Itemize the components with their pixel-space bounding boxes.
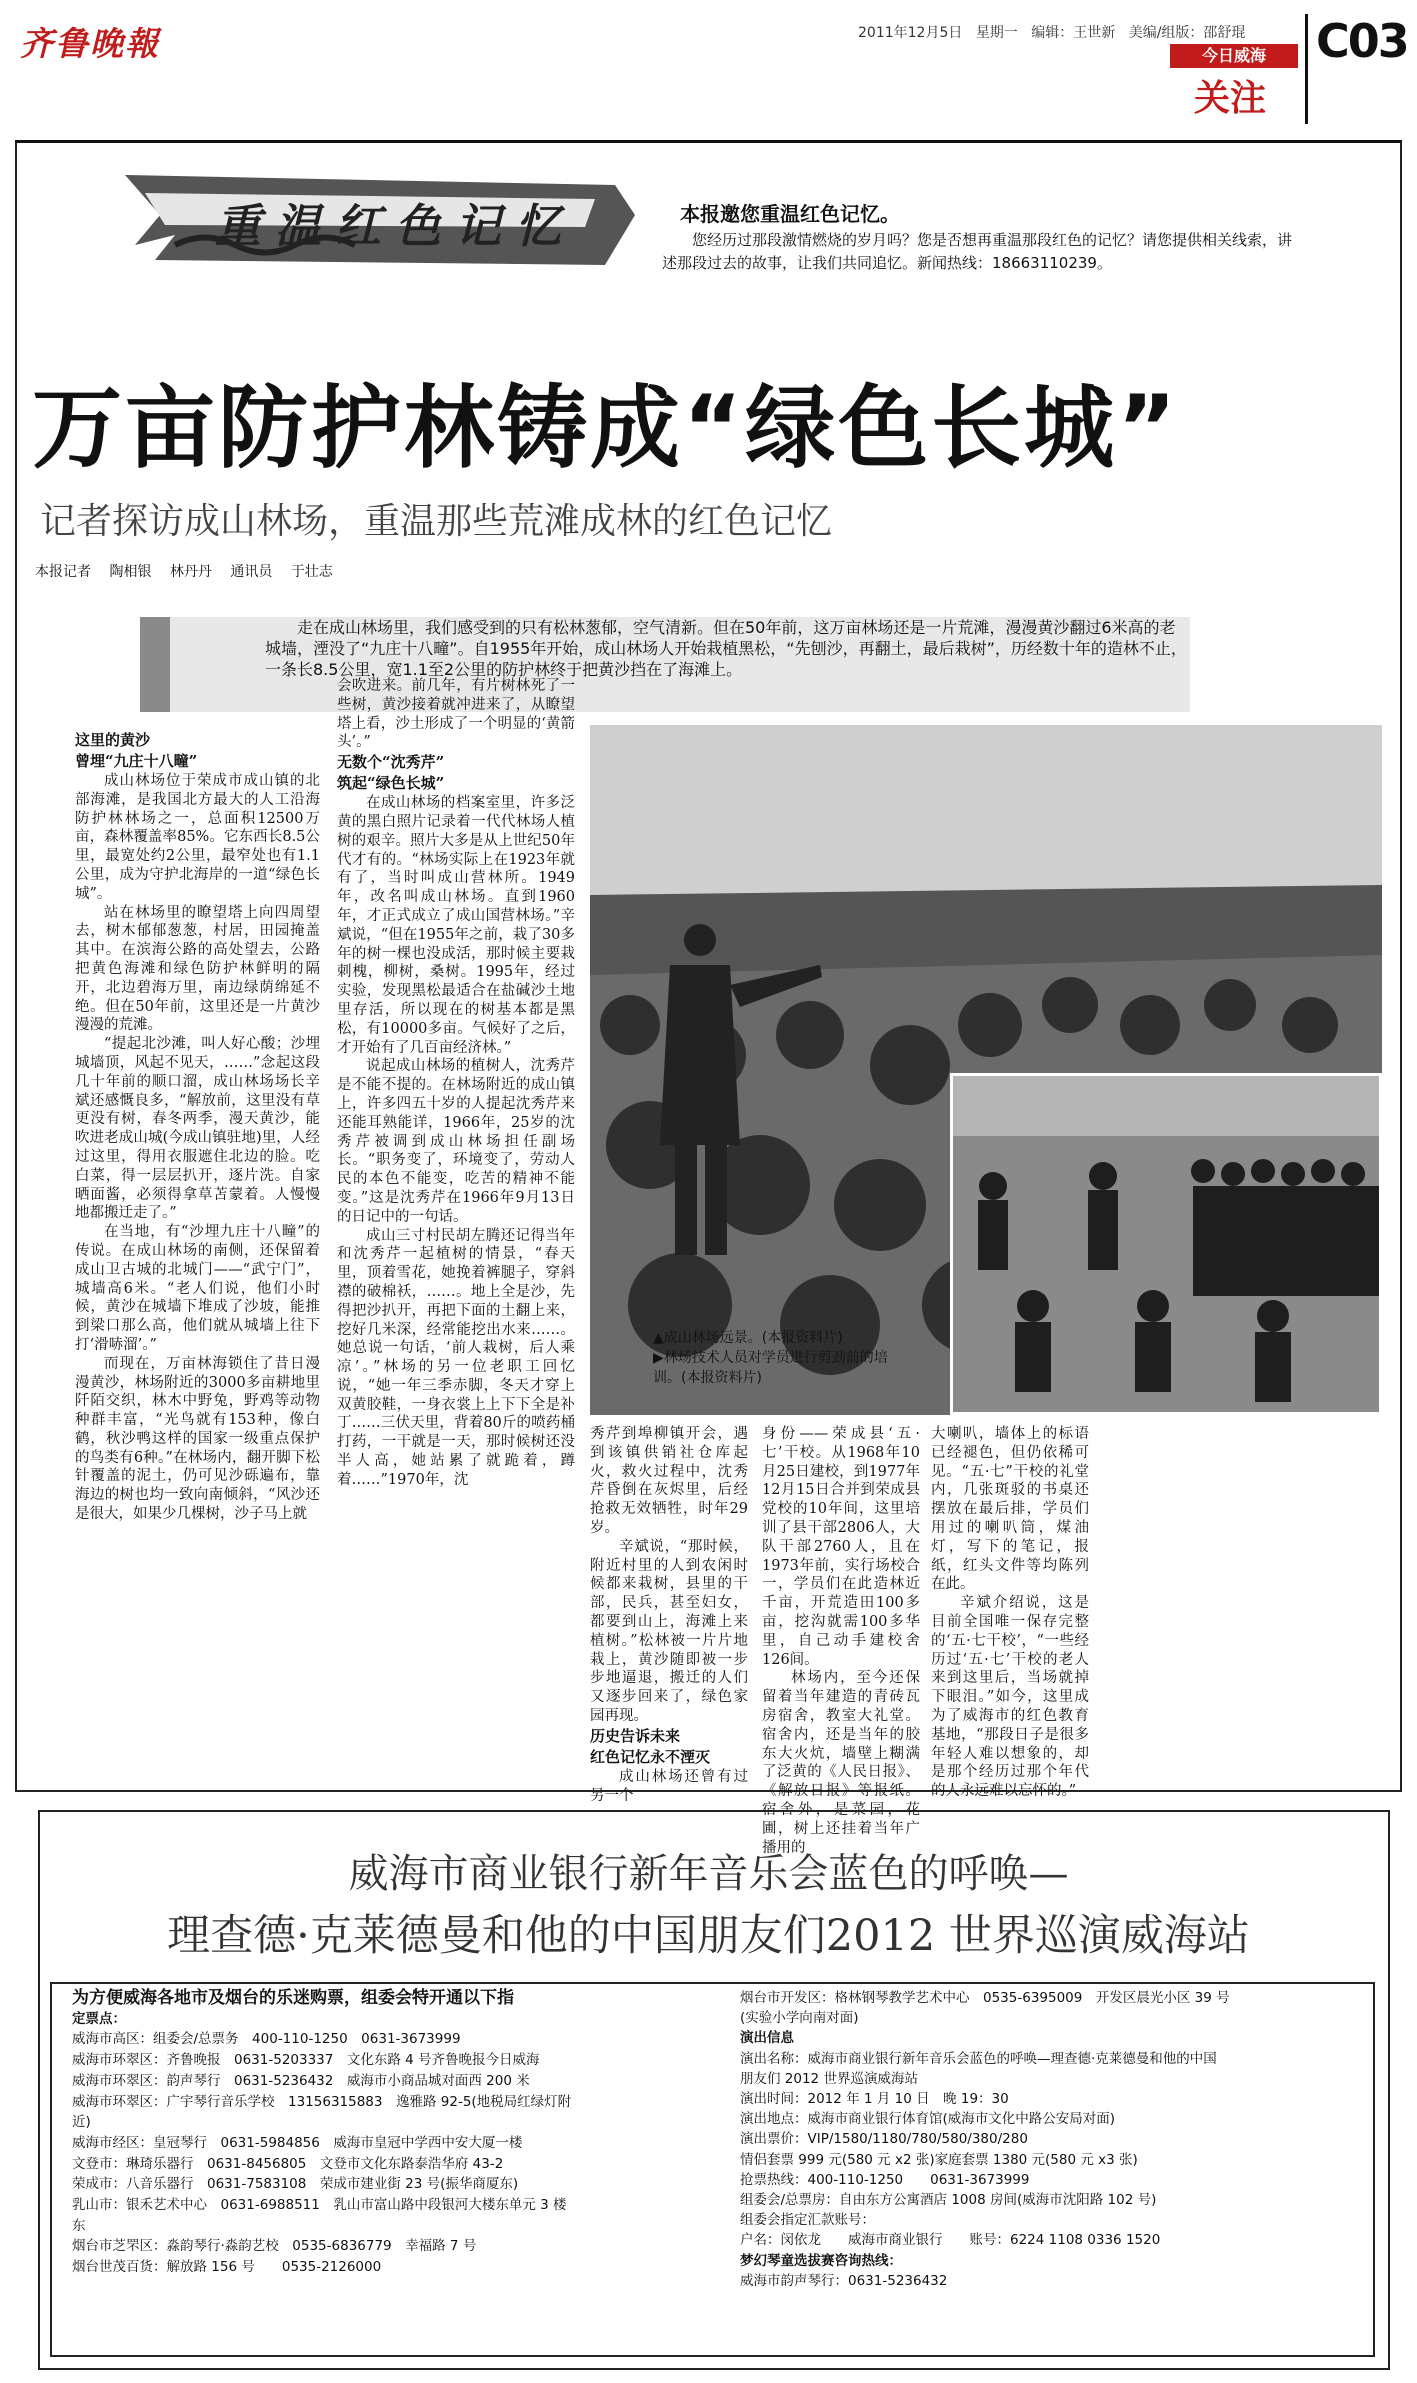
- column-subhead: 红色记忆永不湮灭: [590, 1747, 711, 1766]
- invite-body: 您经历过那段激情燃烧的岁月吗？您是否想再重温那段红色的记忆？请您提供相关线索，讲述那段过去的故事，让我们共同追忆。新闻热线：18663110239。: [662, 231, 1293, 272]
- column-paragraph: 林场内，至今还保留着当年建造的青砖瓦房宿舍，教室大礼堂。宿舍内，还是当年的胶东大火炕，墙壁上糊满了泛黄的《人民日报》、《解放日报》等报纸。宿舍外，是菜园，花圃，树上还挂着当年广播用的: [762, 1670, 920, 1856]
- editor-credit: 编辑：王世新: [1031, 25, 1116, 41]
- ad-line: 演出票价：VIP/1580/1180/780/580/380/280: [740, 2131, 1028, 2148]
- ad-line: 文登市：琳琦乐器行 0631-8456805 文登市文化东路泰浩华府 43-2: [72, 2155, 504, 2172]
- page-number: C03: [1316, 14, 1408, 68]
- header-divider: [1305, 14, 1308, 124]
- ad-line: 烟台世茂百货：解放路 156 号 0535-2126000: [72, 2259, 382, 2276]
- article-column-4: [762, 1425, 920, 1857]
- ad-title-2: 理查德·克莱德曼和他的中国朋友们2012 世界巡演威海站: [167, 1911, 1250, 1961]
- article-column-2: [337, 677, 575, 1490]
- photo-caption: [653, 1328, 898, 1388]
- column-paragraph: 辛斌说，“那时候，附近村里的人到农闲时候都来栽树，县里的干部，民兵，甚至妇女，都要到山上，海滩上来植树。”松林被一片片地栽上，黄沙随即被一步步地逼退，搬迁的人们又逐步回来了，绿色家园再现。: [590, 1538, 748, 1724]
- byline-part: 本报记者: [35, 564, 91, 580]
- ad-line: 威海市高区：组委会/总票务 400-110-1250 0631-3673999: [72, 2031, 461, 2048]
- byline-part: 于壮志: [290, 564, 333, 580]
- byline: [35, 561, 347, 581]
- column-subhead: 筑起“绿色长城”: [337, 774, 445, 793]
- ad-line: 烟台市芝罘区：淼韵琴行·淼韵艺校 0535-6836779 幸福路 7 号: [72, 2238, 477, 2255]
- column-subhead: 这里的黄沙: [75, 731, 151, 749]
- article-column-5: [931, 1425, 1089, 1801]
- lead-text: 走在成山林场里，我们感受到的只有松林葱郁，空气清新。但在50年前，这万亩林场还是一片荒滩，漫漫黄沙翻过6米高的老城墙，湮没了“九庄十八疃”。自1955年开始，成山林场人开始栽植黑松，“先刨沙，再翻土，最后栽树”，历经数十年的造林不止，一条长8.5公里，宽1.1至2公里的防护林终于把黄沙挡在了海滩上。: [265, 618, 1187, 679]
- column-paragraph: 站在林场里的瞭望塔上向四周望去，树木郁郁葱葱，村居，田园掩盖其中。在滨海公路的高处望去，公路把黄色海滩和绿色防护林鲜明的隔开，北边碧海万里，南边绿荫绵延不绝。但在50年前，这里还是一片黄沙漫漫的荒滩。: [75, 904, 320, 1034]
- ad-line: 乳山市：银禾艺术中心 0631-6988511 乳山市富山路中段银河大楼东单元 3 楼: [72, 2197, 567, 2214]
- headline: 万亩防护林铸成“绿色长城”: [32, 376, 1180, 481]
- ad-heading: 梦幻琴童选拔赛咨询热线：: [740, 2252, 902, 2269]
- byline-part: 陶相银: [109, 564, 152, 580]
- column-label: 关注: [1194, 78, 1267, 119]
- column-subhead: 无数个“沈秀芹”: [337, 753, 445, 772]
- ad-line: 组委会指定汇款账号：: [740, 2212, 875, 2229]
- column-paragraph: 成山林场位于荣成市成山镇的北部海滩，是我国北方最大的人工沿海防护林林场之一，总面积12500万亩，森林覆盖率85%。它东西长8.5公里，最宽处约2公里，最窄处也有1.1公里，成为守护北海岸的一道“绿色长城”。: [75, 773, 320, 902]
- ad-heading: 演出信息: [740, 2030, 794, 2047]
- ad-line: 近): [72, 2114, 91, 2131]
- column-paragraph: 在成山林场的档案室里，许多泛黄的黑白照片记录着一代代林场人植树的艰辛。照片大多是从上世纪50年代才有的。“林场实际上在1923年就有了，当时叫成山营林所。1949年，改名叫成山林场。直到1960年，才正式成立了成山国营林场。”辛斌说，“但在1955年之前，栽了30多年的树一棵也没成活，那时候主要栽刺槐，柳树，桑树。1995年，经过实验，发现黑松最适合在盐碱沙土地里存活，所以现在的树基本都是黑松，有10000多亩。气候好了之后，才开始有了几百亩经济林。”: [337, 795, 575, 1056]
- ad-line: 朋友们 2012 世界巡演威海站: [740, 2070, 918, 2087]
- ad-line: 情侣套票 999 元(580 元 x2 张)家庭套票 1380 元(580 元 x3 张): [740, 2151, 1138, 2168]
- byline-part: 林丹丹: [169, 564, 212, 580]
- photo-training: [950, 1073, 1382, 1415]
- ad-line: 演出时间：2012 年 1 月 10 日 晚 19：30: [740, 2091, 1009, 2108]
- ad-line: 威海市韵声琴行：0631-5236432: [740, 2272, 948, 2289]
- column-paragraph: “提起北沙滩，叫人好心酸；沙埋城墙顶，风起不见天，……”念起这段几十年前的顺口溜，成山林场场长辛斌还感慨良多，“解放前，这里没有草更没有树，春冬两季，漫天黄沙，能吹进老成山城(今成山镇驻地)里，人经过这里，得用衣服遮住北边的脸。吃白菜，得一层层扒开，逐片洗。自家晒面酱，必须得拿草苫蒙着。人慢慢地都搬迁走了。”: [75, 1036, 320, 1222]
- invite-title: 本报邀您重温红色记忆。: [680, 202, 900, 226]
- ad-line: 威海市环翠区：齐鲁晚报 0631-5203337 文化东路 4 号齐鲁晚报今日威海: [72, 2052, 540, 2069]
- training-scene-icon: [953, 1076, 1382, 1415]
- ad-line: 威海市环翠区：韵声琴行 0631-5236432 威海市小商品城对面西 200 米: [72, 2072, 530, 2089]
- column-paragraph: 会吹进来。前几年，有片树林死了一些树，黄沙接着就冲进来了，从瞭望塔上看，沙土形成了一个明显的‘黄箭头’。”: [337, 678, 575, 751]
- column-paragraph: 身份——荣成县‘五·七’干校。从1968年10月25日建校，到1977年12月15日合并到荣成县党校的10年间，这里培训了县干部2806人，大队干部2760人，且在1973年前，实行场校合一，学员们在此造林近千亩，开荒造田100多亩，挖沟就需100多华里，自己动手建校舍126间。: [762, 1426, 920, 1668]
- ad-line: 演出名称：威海市商业银行新年音乐会蓝色的呼唤—理查德·克莱德曼和他的中国: [740, 2050, 1217, 2067]
- ad-line: 荣成市：八音乐器行 0631-7583108 荣成市建业街 23 号(振华商厦东): [72, 2176, 519, 2193]
- ad-line: 组委会/总票房：自由东方公寓酒店 1008 房间(威海市沈阳路 102 号): [740, 2192, 1157, 2209]
- ad-line: 户名：闵依龙 威海市商业银行 账号：6224 1108 0336 1520: [740, 2232, 1161, 2249]
- ad-show-info: [740, 1988, 1360, 2291]
- section-label: 今日威海: [1170, 44, 1298, 68]
- caption-line: ▶林场技术人员对学员进行剪劲前的培训。(本报资料片): [653, 1350, 888, 1386]
- ad-line: 演出地点：威海市商业银行体育馆(威海市文化中路公安局对面): [740, 2111, 1116, 2128]
- column-paragraph: 秀芹到埠柳镇开会，遇到该镇供销社仓库起火，救火过程中，沈秀芹昏倒在灰烬里，后经抢救无效牺牲，时年29岁。: [590, 1426, 748, 1536]
- article-column-3: [590, 1425, 748, 1805]
- column-subhead: 历史告诉未来: [590, 1726, 681, 1745]
- byline-part: 通讯员: [230, 564, 273, 580]
- column-paragraph: 成山林场还曾有过另一个: [590, 1768, 748, 1804]
- banner-title: 重温红色记忆: [215, 199, 575, 253]
- column-paragraph: 在当地，有“沙埋九庄十八疃”的传说。在成山林场的南侧，还保留着成山卫古城的北城门——“武宁门”，城墙高6米。“老人们说，他们小时候，黄沙在城墙下堆成了沙坡，能推到梁口那么高，他们就从城墙上往下打‘滑哧溜’。”: [75, 1224, 320, 1353]
- ad-line: 烟台市开发区：格林钢琴教学艺术中心 0535-6395009 开发区晨光小区 39 号: [740, 1990, 1230, 2006]
- ad-line: (实验小学向南对面): [740, 2010, 859, 2027]
- masthead: 齐鲁晚報: [20, 24, 160, 63]
- issue-weekday: 星期一: [975, 25, 1018, 41]
- column-paragraph: 而现在，万亩林海锁住了昔日漫漫黄沙，林场附近的3000多亩耕地里阡陌交织，林木中野兔，野鸡等动物种群丰富，“光鸟就有153种，像白鹤，秋沙鸭这样的国家一级重点保护的鸟类有6种。”在林场内，翻开脚下松针覆盖的泥土，仍可见沙砾遍布，靠海边的树也均一致向南倾斜，“风沙还是很大，如果少几棵树，沙子马上就: [75, 1355, 320, 1523]
- designer-credit: 美编/组版：邵舒琨: [1128, 25, 1246, 41]
- issue-date: 2011年12月5日: [858, 25, 963, 41]
- column-paragraph: 辛斌介绍说，这是目前全国唯一保存完整的‘五·七干校’，“一些经历过‘五·七’干校的老人来到这里后，当场就掉下眼泪。”如今，这里成为了威海市的红色教育基地，“那段日子是很多年轻人难以想象的，却是那个经历过那个年代的人永远难以忘怀的。”: [931, 1595, 1089, 1800]
- ad-line: 威海市经区：皇冠琴行 0631-5984856 威海市皇冠中学西中安大厦一楼: [72, 2134, 523, 2151]
- ad-ticket-outlets: [72, 1988, 692, 2278]
- ad-heading: 为方便威海各地市及烟台的乐迷购票，组委会特开通以下指: [72, 1988, 514, 2008]
- column-paragraph: 说起成山林场的植树人，沈秀芹是不能不提的。在林场附近的成山镇上，许多四五十岁的人提起沈秀芹来还能耳熟能详，1966年，25岁的沈秀芹被调到成山林场担任副场长。“职务变了，环境变了，劳动人民的本色不能变，吃苦的精神不能变。”这是沈秀芹在1966年9月13日的日记中的一句话。: [337, 1058, 575, 1225]
- ad-title-1: 威海市商业银行新年音乐会蓝色的呼唤—: [348, 1851, 1069, 1897]
- ad-line: 东: [72, 2217, 86, 2234]
- ad-line: 威海市环翠区：广宇琴行音乐学校 13156315883 逸雅路 92-5(地税局红绿灯附: [72, 2093, 572, 2110]
- header-meta: [858, 22, 1298, 42]
- column-paragraph: 成山三寸村民胡左腾还记得当年和沈秀芹一起植树的情景，“春天里，顶着雪花，她挽着裤腿子，穿斜襟的破棉袄，……。地上全是沙，先得把沙扒开，再把下面的土翻上来，挖好几米深，经常能挖出水来……。她总说一句话，‘前人栽树，后人乘凉’。”林场的另一位老职工回忆说，“她一年三季赤脚，冬天才穿上双黄胶鞋，一身衣裳上上下下全是补丁……三伏天里，背着80斤的喷药桶打药，一干就是一天，那时候树还没半人高，她站累了就跪着，蹲着……”1970年，沈: [337, 1227, 575, 1488]
- caption-line: ▲成山林场远景。(本报资料片): [653, 1330, 843, 1346]
- column-subhead: 曾埋“九庄十八疃”: [75, 752, 198, 770]
- article-column-1: [75, 730, 320, 1524]
- column-paragraph: 大喇叭，墙体上的标语已经褪色，但仍依稀可见。“五·七”干校的礼堂内，几张斑驳的书桌还摆放在最后排，学员们用过的喇叭筒，煤油灯，写下的笔记，报纸，红头文件等均陈列在此。: [931, 1426, 1089, 1593]
- subheadline: 记者探访成山林场，重温那些荒滩成林的红色记忆: [40, 501, 833, 542]
- ad-heading: 定票点：: [72, 2010, 126, 2027]
- ad-line: 抢票热线：400-110-1250 0631-3673999: [740, 2171, 1030, 2188]
